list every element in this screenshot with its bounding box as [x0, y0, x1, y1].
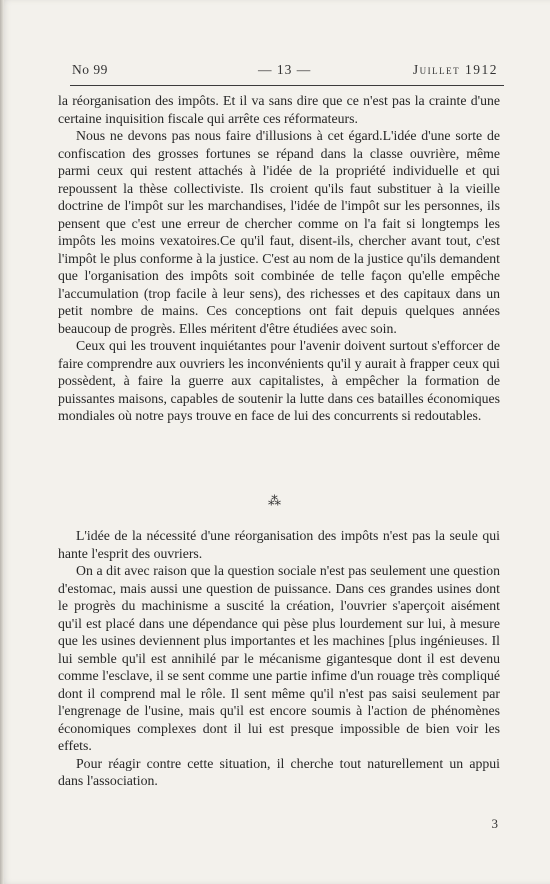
page-marker: 3 [491, 816, 498, 831]
article-section-1 [58, 92, 500, 425]
paragraph: la réorganisation des impôts. Et il va sans dire que ce n'est pas la crainte d'une certaine inquisition fiscale qui arrête ces réformateurs. [58, 93, 500, 126]
paragraph: L'idée de la nécessité d'une réorganisation des impôts n'est pas la seule qui hante l'esprit des ouvriers. [58, 528, 500, 561]
issue-number: No 99 [72, 62, 108, 77]
paragraph: Pour réagir contre cette situation, il cherche tout naturellement un appui dans l'association. [58, 755, 500, 788]
paragraph: Nous ne devons pas nous faire d'illusions à cet égard.L'idée d'une sorte de confiscation des grosses fortunes se répand dans la classe ouvrière, même parmi ceux qui restent attachés à l'idée de la propriété individuelle et qui repoussent la thèse collectiviste. Ils croient qu'ils faut substituer à la vieille doctrine de l'impôt sur les marchandises, l'idée de l'impôt sur les personnes, ils pensent que c'est une erreur de chercher comme on l'a fait si longtemps les impôts les moins vexatoires.Ce qu'il faut, disent-ils, chercher avant tout, c'est l'impôt le plus conforme à la justice. C'est au nom de la justice qu'ils demandent que l'organisation des impôts soit combinée de telle façon qu'elle empêche l'accumulation (trop facile à leur sens), des richesses et des capitaux dans un petit nombre de mains. Ces conceptions ont fait depuis quelques années beaucoup de progrès. Elles méritent d'être étudiées avec soin. [58, 128, 500, 336]
section-break-ornament: ⁂ [268, 493, 282, 508]
page-folio: — 13 — [258, 62, 312, 77]
page-binding-edge [0, 0, 4, 884]
header-rule [70, 85, 504, 86]
issue-date: Juillet 1912 [412, 62, 498, 77]
paragraph: Ceux qui les trouvent inquiétantes pour l'avenir doivent surtout s'efforcer de faire comprendre aux ouvriers les inconvénients qu'il y aurait à frapper ceux qui possèdent, à faire la guerre aux capitalistes, à empêcher la formation de puissantes maisons, capables de soutenir la lutte dans ces batailles économiques mondiales où notre pays trouve en face de lui des concurrents si redoutables. [58, 338, 500, 423]
running-header [72, 62, 498, 82]
paragraph: On a dit avec raison que la question sociale n'est pas seulement une question d'estomac, mais aussi une question de puissance. Dans ces grandes usines dont le progrès du machinisme a suscité la création, l'ouvrier s'aperçoit aisément qu'il est placé dans une dépendance qui pèse plus lourdement sur lui, à mesure que les usines deviennent plus importantes et les machines [plus ingénieuses. Il lui semble qu'il est annihilé par le mécanisme gigantesque dont il est devenu comme l'esclave, il se sent comme une partie infime d'un rouage très compliqué dont il comprend mal le rôle. Il sent même qu'il n'est pas saisi seulement par l'engrenage de l'usine, mais qu'il est encore soumis à l'action de phénomènes économiques complexes dont il lui est presque impossible de bien voir les effets. [58, 563, 500, 753]
article-section-2 [58, 527, 500, 790]
